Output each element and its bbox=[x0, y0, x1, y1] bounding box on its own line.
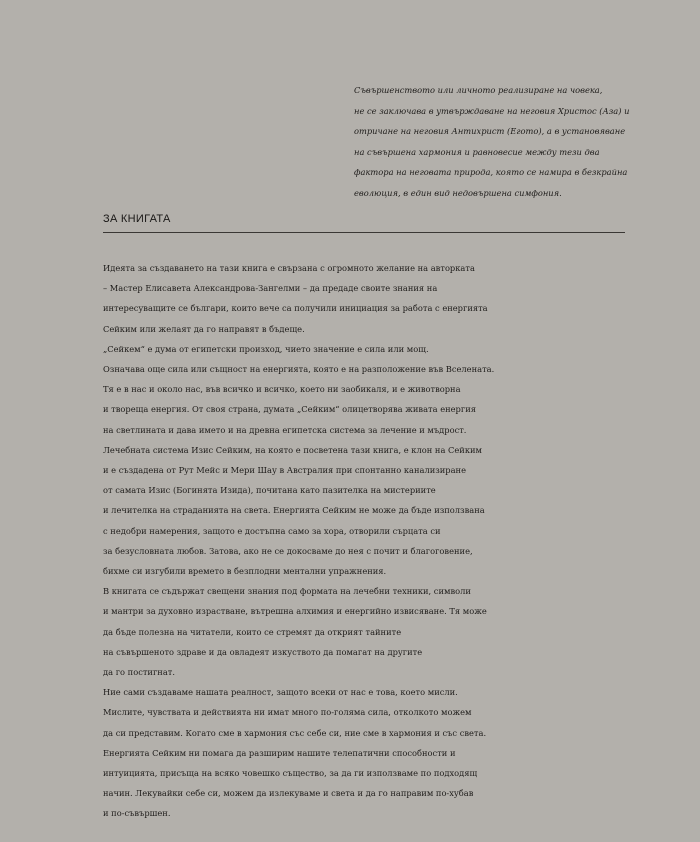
epigraph-line: еволюция, в един вид недовършена симфония. bbox=[354, 187, 562, 198]
body-line: Лечебната система Изис Сейким, на която е посветена тази книга, е клон на Сейким bbox=[103, 444, 482, 455]
epigraph-line: не се заключава в утвърждаване на неговия Христос (Аза) и bbox=[354, 105, 630, 116]
epigraph bbox=[354, 80, 654, 203]
body-line: и твореща енергия. От своя страна, думата „Сейким“ олицетворява живата енергия bbox=[103, 404, 476, 415]
body-line: да го постигнат. bbox=[103, 667, 176, 678]
body-line: Ние сами създаваме нашата реалност, защото всеки от нас е това, което мисли. bbox=[103, 687, 458, 698]
body-line: Означава още сила или същност на енергията, която е на разположение във Вселената. bbox=[103, 364, 495, 375]
body-line: – Мастер Елисавета Александрова-Зангелми – да предаде своите знания на bbox=[103, 283, 438, 294]
body-line: и по-съвършен. bbox=[103, 808, 171, 819]
body-line: за безусловната любов. Затова, ако не се докосваме до нея с почит и благоговение, bbox=[103, 545, 473, 556]
body-line: Тя е в нас и около нас, във всичко и всичко, което ни заобикаля, и е животворна bbox=[103, 384, 461, 395]
body-line: на съвършеното здраве и да овладеят изкуството да помагат на другите bbox=[103, 646, 423, 657]
epigraph-line: отричане на неговия Антихрист (Егото), а в установяване bbox=[354, 126, 626, 136]
body-line: Енергията Сейким ни помага да разширим нашите телепатични способности и bbox=[103, 747, 456, 758]
body-line: и е създадена от Рут Мейс и Мери Шау в Австралия при спонтанно канализиране bbox=[103, 465, 467, 476]
body-line: и мантри за духовно израстване, вътрешна алхимия и енергийно извисяване. Тя може bbox=[103, 606, 487, 617]
body-line: от самата Изис (Богинята Изида), почитана като пазителка на мистериите bbox=[103, 485, 436, 496]
body-line: да си представим. Когато сме в хармония със себе си, ние сме в хармония и със света. bbox=[103, 727, 487, 738]
section-title: ЗА КНИГАТА bbox=[103, 213, 171, 225]
body-line: и лечителка на страданията на света. Енергията Сейким не може да бъде използвана bbox=[103, 505, 485, 516]
body-line: Сейким или желаят да го направят в бъдеще. bbox=[103, 323, 305, 334]
title-divider bbox=[103, 232, 625, 233]
body-line: с недобри намерения, защото е достъпна само за хора, отворили сърцата си bbox=[103, 525, 441, 536]
epigraph-line: Съвършенството или личното реализиране на човека, bbox=[354, 85, 603, 95]
body-line: Мислите, чувствата и действията ни имат много по-голяма сила, отколкото можем bbox=[103, 707, 472, 718]
body-line: интуицията, присъща на всяко човешко същество, за да ги използваме по подходящ bbox=[103, 768, 478, 779]
epigraph-line: фактора на неговата природа, която се намира в безкрайна bbox=[354, 167, 628, 177]
body-line: „Сейкем“ е дума от египетски произход, чието значение е сила или мощ. bbox=[103, 343, 429, 354]
body-line: начин. Лекувайки себе си, можем да излекуваме и света и да го направим по-хубав bbox=[103, 788, 474, 799]
body-line: Идеята за създаването на тази книга е свързана с огромното желание на авторката bbox=[103, 263, 475, 273]
body-line: бихме си изгубили времето в безплодни ментални упражнения. bbox=[103, 566, 387, 577]
body-line: да бъде полезна на читатели, които се стремят да открият тайните bbox=[103, 626, 402, 637]
body-line: В книгата се съдържат свещени знания под формата на лечебни техники, символи bbox=[103, 586, 471, 597]
body-line: интересуващите се българи, които вече са получили инициация за работа с енергията bbox=[103, 303, 488, 314]
epigraph-line: на съвършена хармония и равновесие между тези два bbox=[354, 146, 600, 157]
body-line: на светлината и дава името и на древна египетска система за лечение и мъдрост. bbox=[103, 424, 467, 435]
body-text bbox=[103, 258, 633, 824]
